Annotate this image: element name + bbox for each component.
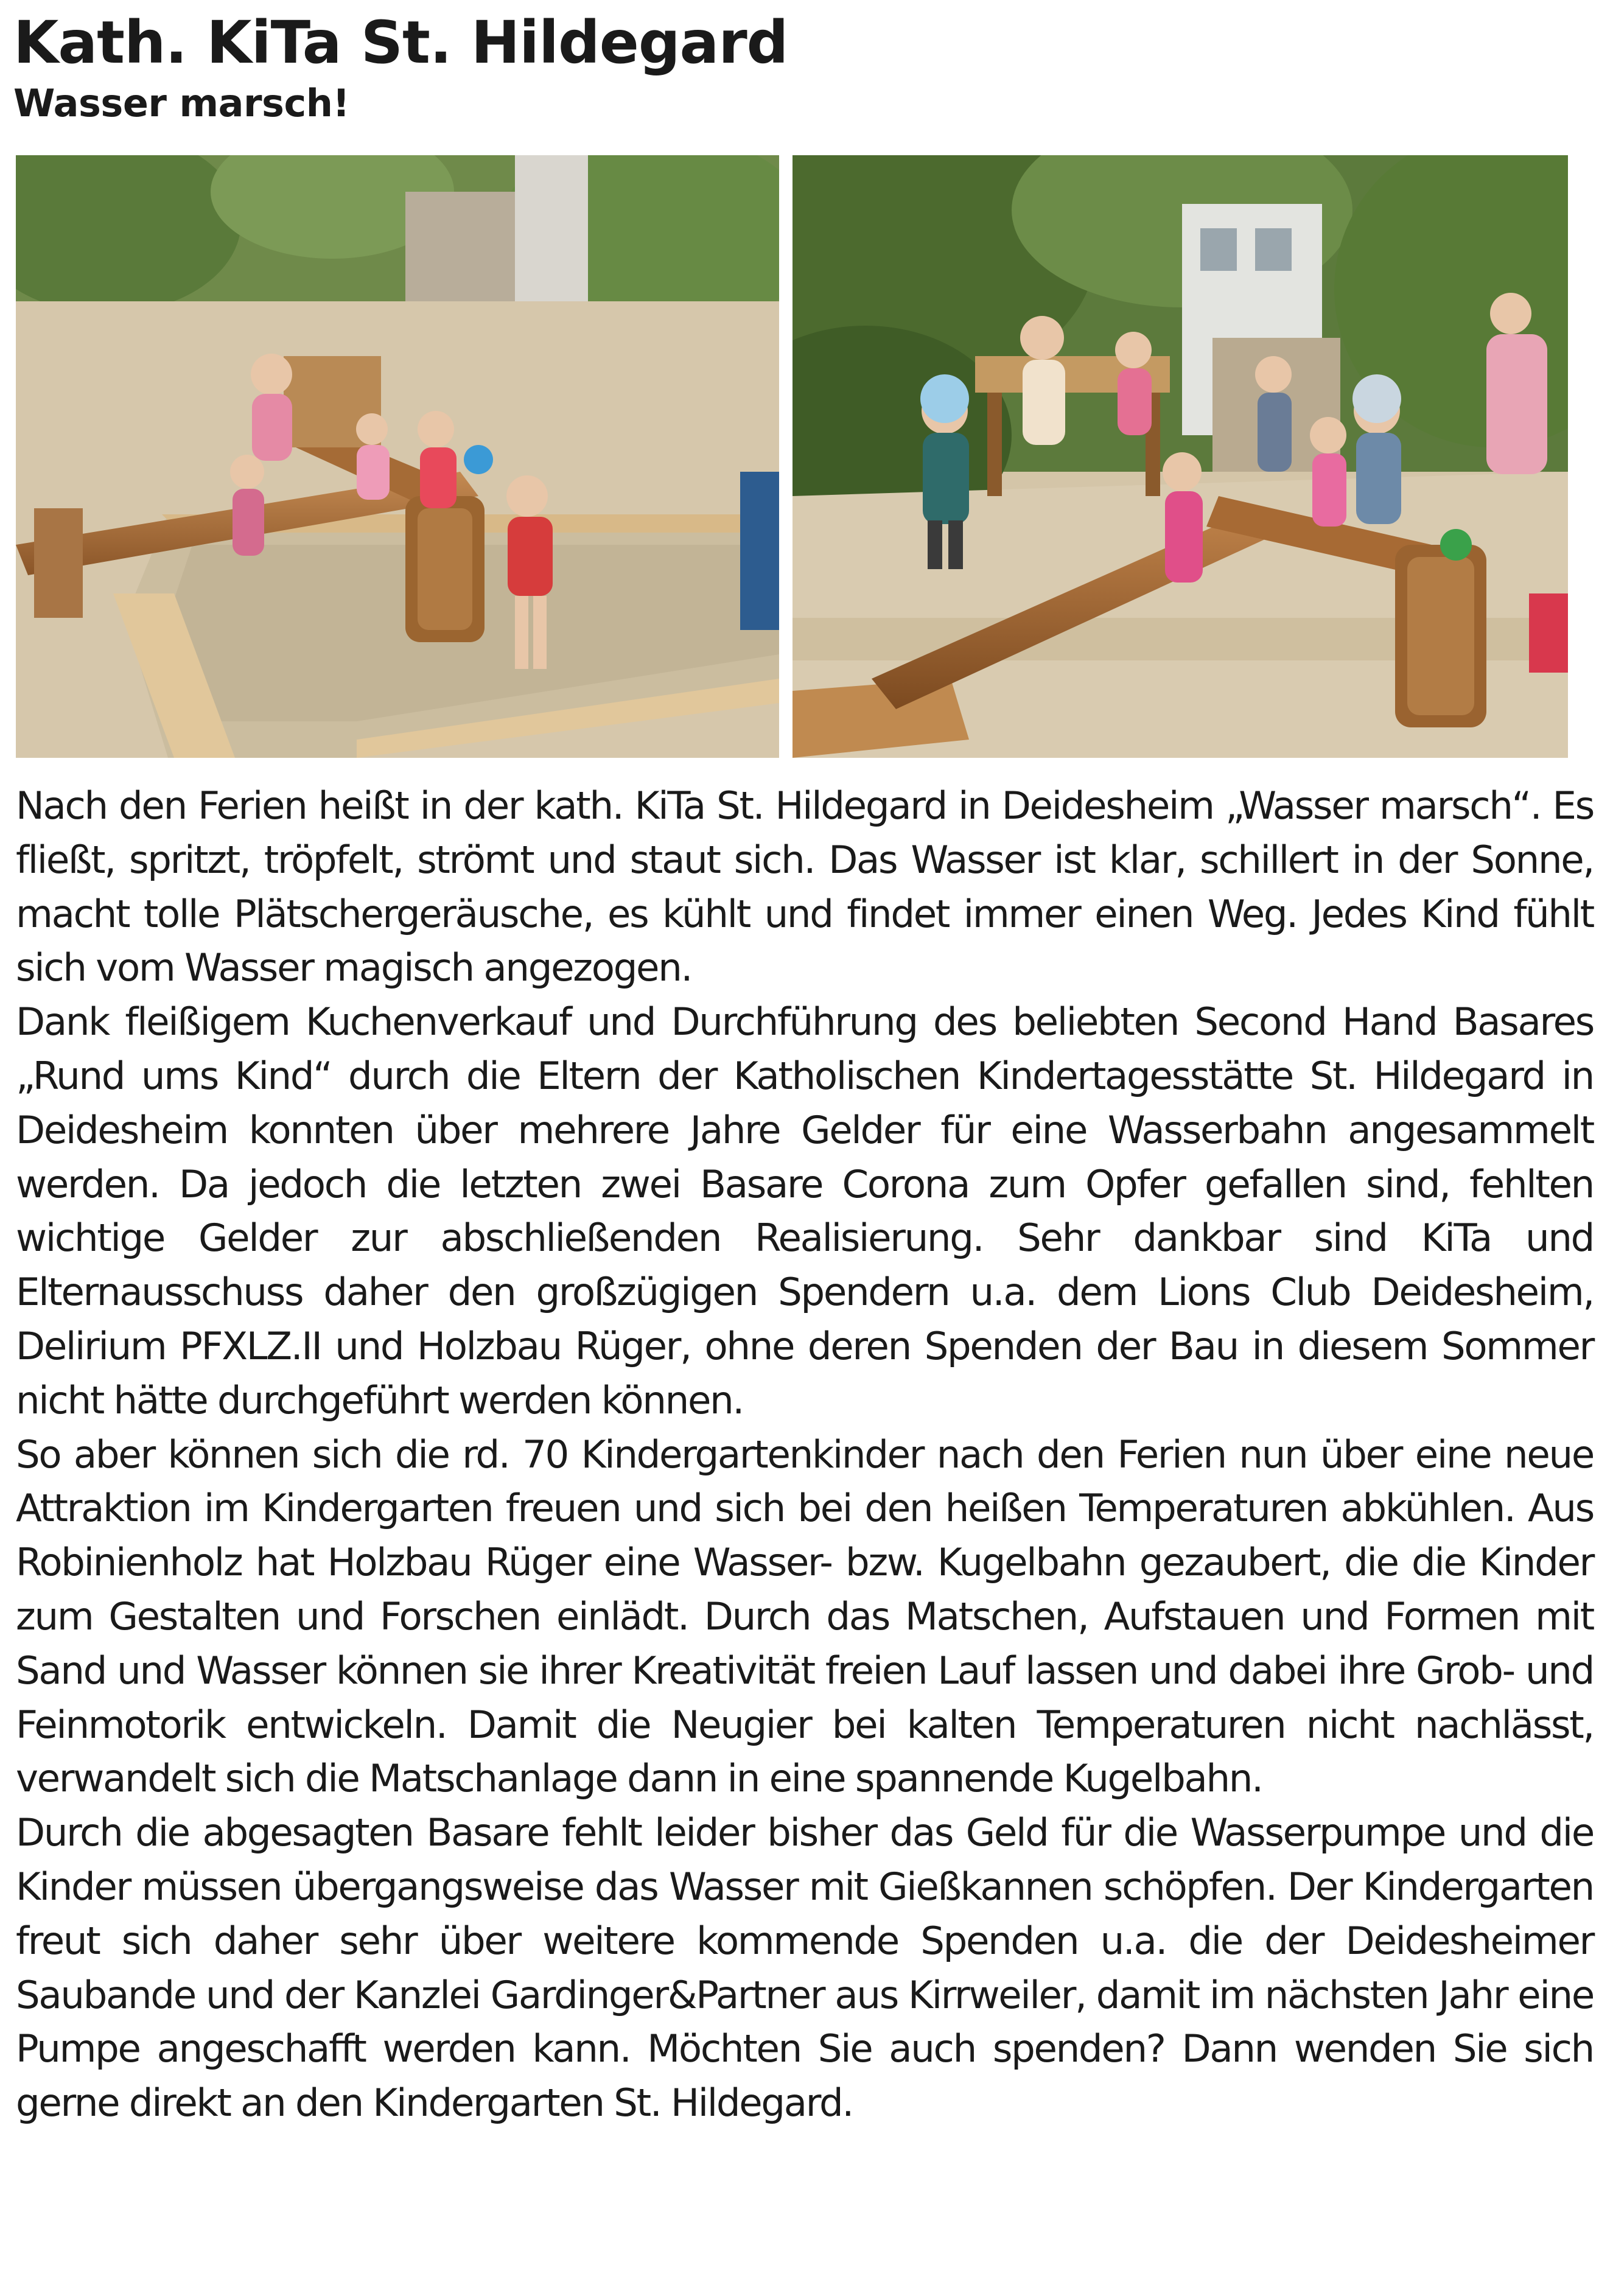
article-body	[16, 779, 1594, 2130]
water-play-photo-children	[793, 155, 1568, 758]
article-paragraph: Durch die abgesagten Basare fehlt leider bisher das Geld für die Wasserpumpe und die Kinder müssen übergangsweise das Wasser mit Gießkannen schöpfen. Der Kindergarten freut sich daher sehr über weitere kommende Spenden u.a. die der Deidesheimer Saubande und der Kanzlei Gardinger&Partner aus Kirrweiler, damit im nächsten Jahr eine Pumpe angeschafft werden kann. Möchten Sie auch spenden? Dann wenden Sie sich gerne direkt an den Kindergarten St. Hildegard.	[16, 1810, 1594, 2126]
article-paragraph: Dank fleißigem Kuchenverkauf und Durchführung des beliebten Second Hand Basares „Rund ums Kind“ durch die Eltern der Katholischen Kindertagesstätte St. Hildegard in Deidesheim konnten über mehrere Jahre Gelder für eine Wasserbahn angesammelt werden. Da jedoch die letzten zwei Basare Corona zum Opfer gefallen sind, fehlten wichtige Gelder zur abschließenden Realisierung. Sehr dankbar sind KiTa und Elternausschuss daher den großzügigen Spendern u.a. dem Lions Club Deidesheim, Delirium PFXLZ.II und Holzbau Rüger, ohne deren Spenden der Bau in diesem Sommer nicht hätte durchgeführt werden können.	[16, 999, 1594, 1423]
photo-row	[13, 155, 1572, 758]
article-paragraph: Nach den Ferien heißt in der kath. KiTa St. Hildegard in Deidesheim „Wasser marsch“. Es fließt, spritzt, tröpfelt, strömt und staut sich. Das Wasser ist klar, schillert in der Sonne, macht tolle Plätschergeräusche, es kühlt und findet immer einen Weg. Jedes Kind fühlt sich vom Wasser magisch angezogen.	[16, 783, 1594, 990]
article-title: Kath. KiTa St. Hildegard	[13, 9, 788, 77]
water-play-photo-sandbox	[16, 155, 779, 758]
article-paragraph: So aber können sich die rd. 70 Kindergartenkinder nach den Ferien nun über eine neue Attraktion im Kindergarten freuen und sich bei den heißen Temperaturen abkühlen. Aus Robinienholz hat Holzbau Rüger eine Wasser- bzw. Kugelbahn gezaubert, die die Kinder zum Gestalten und Forschen einlädt. Durch das Matschen, Aufstauen und Formen mit Sand und Wasser können sie ihrer Kreativität freien Lauf lassen und dabei ihre Grob- und Feinmotorik entwickeln. Damit die Neugier bei kalten Temperaturen nicht nachlässt, verwandelt sich die Matschanlage dann in eine spannende Kugelbahn.	[16, 1432, 1594, 1801]
article-subtitle: Wasser marsch!	[13, 81, 350, 125]
article	[13, 0, 1596, 2126]
